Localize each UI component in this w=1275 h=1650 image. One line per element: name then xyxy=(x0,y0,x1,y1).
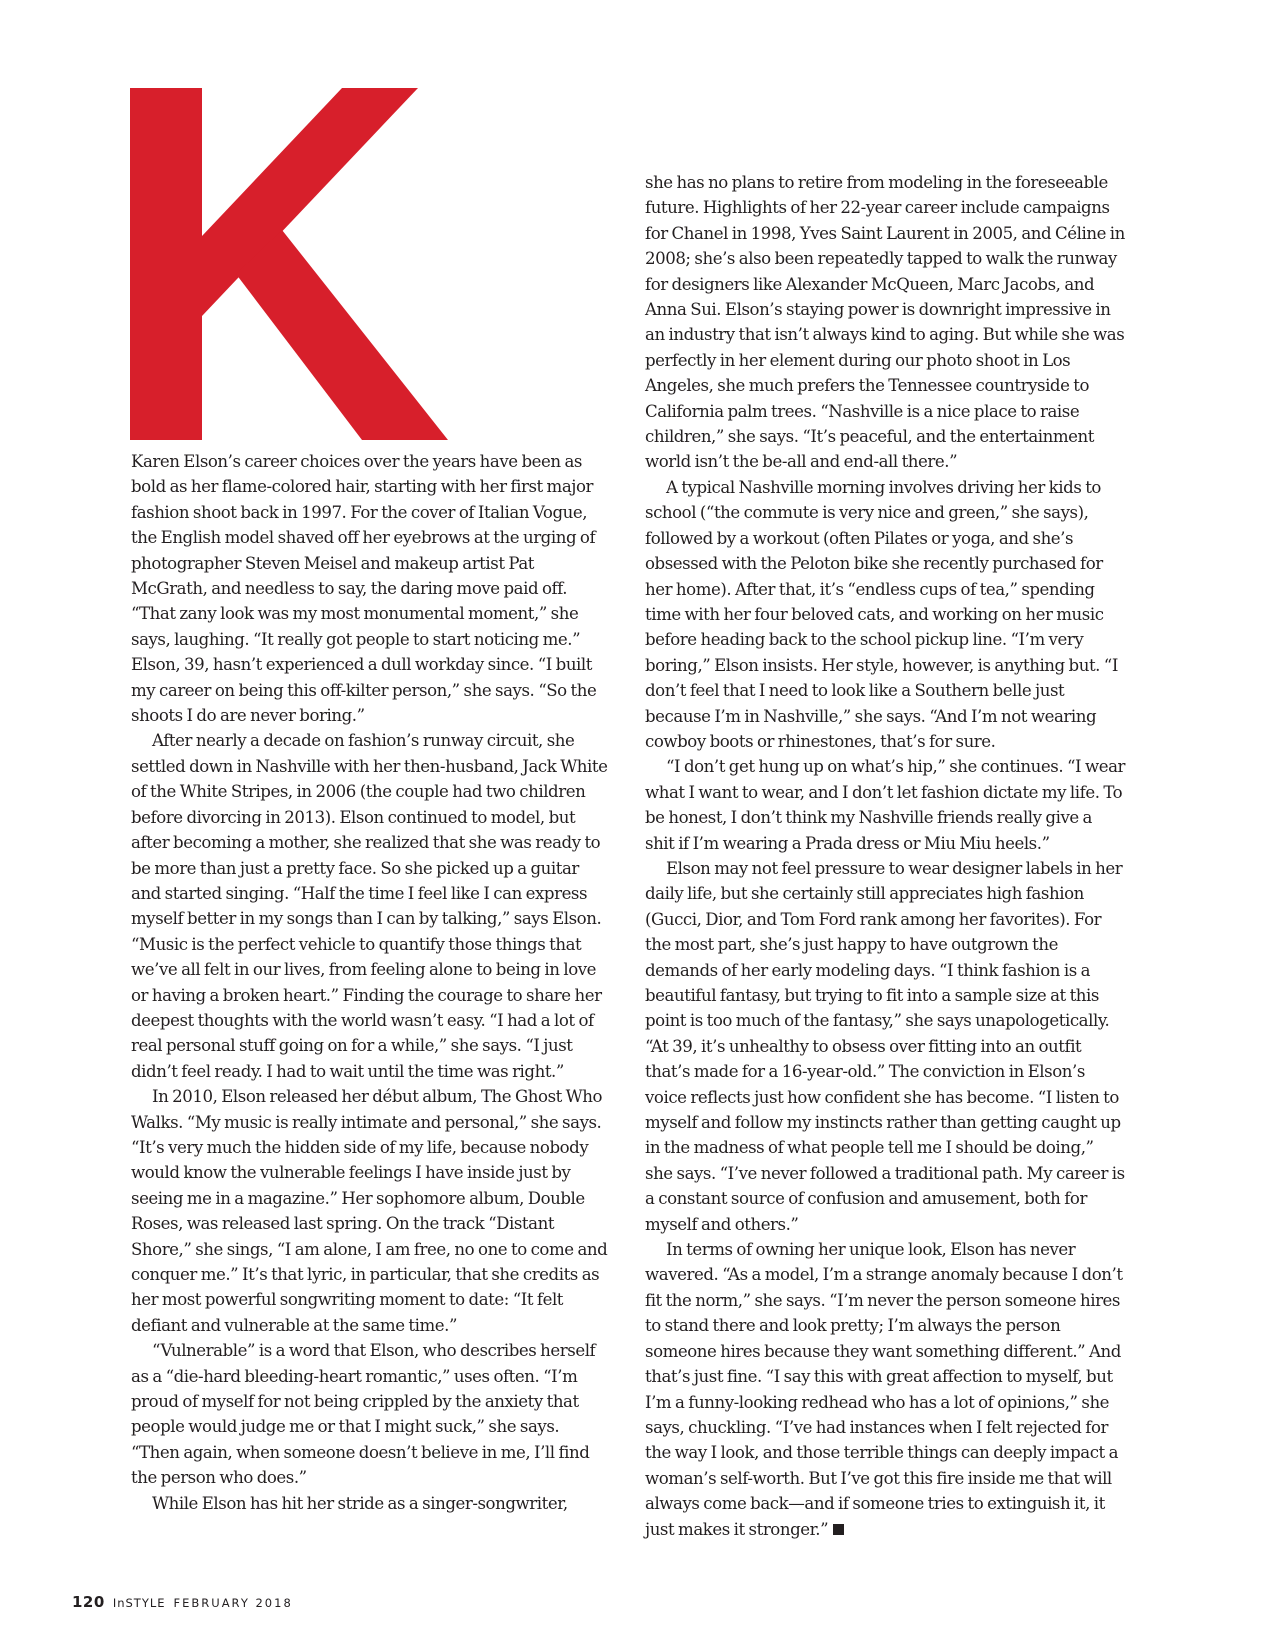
article-right-column xyxy=(645,170,1125,1542)
paragraph-6: she has no plans to retire from modeling in the foreseeable future. Highlights of her 22-year career include campaigns for Chanel in 1998, Yves Saint Laurent in 2005, and Céline in 2008; she’s also been repeatedly tapped to walk the runway for designers like Alexander McQueen, Marc Jacobs, and Anna Sui. Elson’s staying power is downright impressive in an industry that isn’t always kind to aging. But while she was perfectly in her element during our photo shoot in Los Angeles, she much prefers the Tennessee countryside to California palm trees. “Nashville is a nice place to raise children,” she says. “It’s peaceful, and the entertainment world isn’t the be-all and end-all there.” xyxy=(645,173,1125,472)
black-square-icon xyxy=(833,1524,844,1535)
drop-cap-k xyxy=(130,88,448,440)
paragraph-10 xyxy=(645,1237,1125,1542)
drop-cap-k-stem xyxy=(130,88,202,440)
paragraph-9: Elson may not feel pressure to wear designer labels in her daily life, but she certainly still appreciates high fashion (Gucci, Dior, and Tom Ford rank among her favorites). For the most part, she’s just happy to have outgrown the demands of her early modeling days. “I think fashion is a beautiful fantasy, but trying to fit into a sample size at this point is too much of the fantasy,” she says unapologetically. “At 39, it’s unhealthy to obsess over fitting into an outfit that’s made for a 16-year-old.” The conviction in Elson’s voice reflects just how confident she has become. “I listen to myself and follow my instincts rather than getting caught up in the madness of what people tell me I should be doing,” she says. “I’ve never followed a traditional path. My career is a constant source of confusion and amusement, both for myself and others.” xyxy=(645,858,1125,1234)
paragraph-8: “I don’t get hung up on what’s hip,” she continues. “I wear what I want to wear, and I don’t let fashion dictate my life. To be honest, I don’t think my Nashville friends really give a shit if I’m wearing a Prada dress or Miu Miu heels.” xyxy=(645,757,1125,853)
magazine-name: InSTYLE xyxy=(112,1596,166,1610)
paragraph-1: Karen Elson’s career choices over the years have been as bold as her flame-colored hair, starting with her first major fashion shoot back in 1997. For the cover of Italian Vogue, the English model shaved off her eyebrows at the urging of photographer Steven Meisel and makeup artist Pat McGrath, and needless to say, the daring move paid off. “That zany look was my most monumental moment,” she says, laughing. “It really got people to start noticing me.” Elson, 39, hasn’t experienced a dull workday since. “I built my career on being this off-kilter person,” she says. “So the shoots I do are never boring.” xyxy=(131,452,597,726)
page-number: 120 xyxy=(72,1593,105,1611)
article-left-column xyxy=(131,449,611,1516)
issue-date: FEBRUARY 2018 xyxy=(173,1596,293,1610)
paragraph-4: “Vulnerable” is a word that Elson, who describes herself as a “die-hard bleeding-heart romantic,” uses often. “I’m proud of myself for not being crippled by the anxiety that people would judge me or that I might suck,” she says. “Then again, when someone doesn’t believe in me, I’ll find the person who does.” xyxy=(131,1341,596,1488)
page-footer xyxy=(72,1593,293,1613)
paragraph-7: A typical Nashville morning involves driving her kids to school (“the commute is very nice and green,” she says), followed by a workout (often Pilates or yoga, and she’s obsessed with the Peloton bike she recently purchased for her home). After that, it’s “endless cups of tea,” spending time with her four beloved cats, and working on her music before heading back to the school pickup line. “I’m very boring,” Elson insists. Her style, however, is anything but. “I don’t feel that I need to look like a Southern belle just because I’m in Nashville,” she says. “And I’m not wearing cowboy boots or rhinestones, that’s for sure. xyxy=(645,477,1118,751)
paragraph-10-text: In terms of owning her unique look, Elson has never wavered. “As a model, I’m a strange anomaly because I don’t fit the norm,” she says. “I’m never the person someone hires to stand there and look pretty; I’m always the person someone hires because they want something different.” And that’s just fine. “I say this with great affection to myself, but I’m a funny-looking redhead who has a lot of opinions,” she says, chuckling. “I’ve had instances when I felt rejected for the way I look, and those terrible things can deeply impact a woman’s self-worth. But I’ve got this fire inside me that will always come back—and if someone tries to extinguish it, it just makes it stronger.” xyxy=(645,1240,1123,1539)
paragraph-5: While Elson has hit her stride as a singer-songwriter, xyxy=(152,1493,568,1513)
paragraph-3: In 2010, Elson released her début album, The Ghost Who Walks. “My music is really intimate and personal,” she says. “It’s very much the hidden side of my life, because nobody would know the vulnerable feelings I have inside just by seeing me in a magazine.” Her sophomore album, Double Roses, was released last spring. On the track “Distant Shore,” she sings, “I am alone, I am free, no one to come and conquer me.” It’s that lyric, in particular, that she credits as her most powerful songwriting moment to date: “It felt defiant and vulnerable at the same time.” xyxy=(131,1087,608,1335)
paragraph-2: After nearly a decade on fashion’s runway circuit, she settled down in Nashville with her then-husband, Jack White of the White Stripes, in 2006 (the couple had two children before divorcing in 2013). Elson continued to model, but after becoming a mother, she realized that she was ready to be more than just a pretty face. So she picked up a guitar and started singing. “Half the time I feel like I can express myself better in my songs than I can by talking,” says Elson. “Music is the perfect vehicle to quantify those things that we’ve all felt in our lives, from feeling alone to being in love or having a broken heart.” Finding the courage to share her deepest thoughts with the world wasn’t easy. “I had a lot of real personal stuff going on for a while,” she says. “I just didn’t feel ready. I had to wait until the time was right.” xyxy=(131,731,608,1081)
drop-cap-k-lower-leg xyxy=(236,230,448,440)
